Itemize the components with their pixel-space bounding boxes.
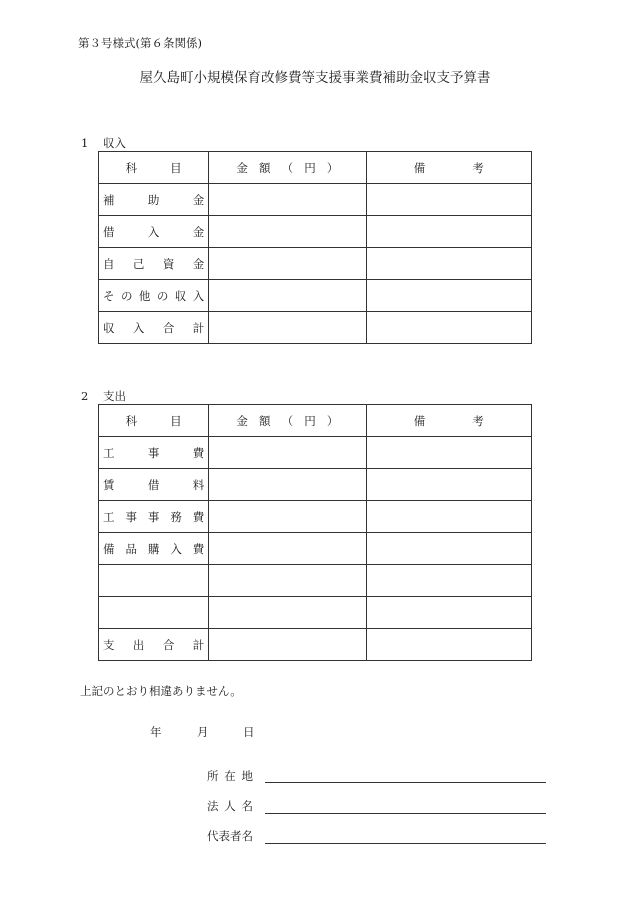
corporation-name-field[interactable]	[265, 813, 546, 814]
expense-item-label	[103, 477, 204, 493]
char: 者	[230, 829, 242, 843]
expense-row	[99, 437, 532, 469]
expense-item-label	[103, 509, 204, 525]
income-amount-cell[interactable]	[209, 312, 366, 344]
char: 合	[162, 637, 175, 652]
char: 法	[207, 799, 219, 813]
char: 務	[170, 509, 182, 524]
char: 表	[218, 829, 230, 843]
date-day-label: 日	[243, 725, 255, 739]
char: 助	[147, 192, 160, 207]
char: 科	[125, 160, 138, 175]
expense-item-cell	[99, 501, 209, 533]
expense-row	[99, 597, 532, 629]
char: 備	[413, 160, 426, 175]
char: 事	[147, 445, 160, 460]
char: 工	[103, 445, 115, 460]
income-col-amount	[209, 152, 366, 184]
char: 借	[103, 224, 115, 239]
char: （	[281, 160, 294, 175]
char: 円	[304, 413, 316, 428]
char: 工	[103, 509, 115, 524]
char: 人	[224, 799, 236, 813]
expense-col-item	[99, 405, 209, 437]
expense-item-cell	[99, 629, 209, 661]
char: 支	[103, 637, 115, 652]
char: 己	[132, 256, 145, 271]
document-title: 屋久島町小規模保育改修費等支援事業費補助金収支予算書	[139, 70, 491, 86]
income-note-cell[interactable]	[366, 184, 531, 216]
char: 収	[103, 320, 115, 335]
char: 料	[192, 477, 205, 492]
income-item-label	[103, 224, 204, 240]
char: 出	[132, 637, 145, 652]
char: 額	[259, 413, 271, 428]
income-item-label	[103, 288, 204, 304]
char: 購	[147, 541, 160, 556]
char: 費	[192, 445, 205, 460]
char: 所	[207, 769, 219, 783]
char: 目	[170, 160, 182, 175]
expense-item-cell	[99, 437, 209, 469]
expense-item-cell	[99, 565, 209, 597]
char: ）	[326, 413, 339, 428]
char: そ	[103, 288, 115, 303]
income-header-row	[99, 152, 532, 184]
expense-col-amount	[209, 405, 366, 437]
income-amount-cell[interactable]	[209, 248, 366, 280]
expense-row	[99, 629, 532, 661]
char: 他	[138, 288, 151, 303]
location-label	[207, 768, 253, 784]
char: 科	[125, 413, 138, 428]
corporation-name-label	[207, 798, 253, 814]
income-item-cell	[99, 312, 209, 344]
char: 補	[103, 192, 115, 207]
income-amount-cell[interactable]	[209, 216, 366, 248]
char: 入	[132, 320, 145, 335]
char: 金	[192, 256, 205, 271]
char: ）	[326, 160, 339, 175]
income-item-label	[103, 192, 204, 208]
income-item-cell	[99, 184, 209, 216]
char: 地	[241, 769, 253, 783]
expense-amount-cell[interactable]	[209, 437, 366, 469]
expense-header-row	[99, 405, 532, 437]
income-item-label	[103, 320, 204, 336]
char: （	[281, 413, 294, 428]
char: 収	[174, 288, 187, 303]
income-col-note	[366, 152, 531, 184]
char: 額	[259, 160, 271, 175]
char: 備	[103, 541, 115, 556]
expense-note-cell[interactable]	[366, 597, 531, 629]
expense-note-cell[interactable]	[366, 501, 531, 533]
income-amount-cell[interactable]	[209, 280, 366, 312]
income-note-cell[interactable]	[366, 312, 531, 344]
char: 計	[192, 637, 205, 652]
char: 費	[192, 541, 205, 556]
char: 在	[224, 769, 236, 783]
income-row	[99, 280, 532, 312]
expense-section-number: 2	[81, 389, 89, 403]
char: 備	[413, 413, 426, 428]
char: 金	[192, 192, 205, 207]
expense-note-cell[interactable]	[366, 565, 531, 597]
expense-section-title: 支出	[103, 389, 126, 403]
char: 入	[170, 541, 182, 556]
expense-item-label	[103, 445, 204, 461]
expense-amount-cell[interactable]	[209, 469, 366, 501]
char: 事	[125, 509, 137, 524]
income-note-cell[interactable]	[366, 248, 531, 280]
income-amount-cell[interactable]	[209, 184, 366, 216]
char: 考	[472, 413, 484, 428]
char: の	[120, 288, 133, 303]
income-row	[99, 184, 532, 216]
income-col-item	[99, 152, 209, 184]
char: 円	[304, 160, 316, 175]
char: 名	[241, 829, 253, 843]
char: 金	[192, 224, 205, 239]
income-row	[99, 248, 532, 280]
char: 金	[236, 160, 248, 175]
income-row	[99, 312, 532, 344]
char: 目	[170, 413, 182, 428]
char: 借	[147, 477, 160, 492]
char: 自	[103, 256, 115, 271]
expense-item-cell	[99, 533, 209, 565]
char: 代	[207, 829, 219, 843]
char: 賃	[103, 477, 115, 492]
expense-amount-cell[interactable]	[209, 533, 366, 565]
expense-item-label	[103, 541, 204, 557]
expense-heading	[81, 388, 126, 404]
income-section-number: 1	[81, 136, 89, 150]
expense-amount-cell[interactable]	[209, 597, 366, 629]
expense-note-cell[interactable]	[366, 469, 531, 501]
expense-row	[99, 533, 532, 565]
income-item-cell	[99, 280, 209, 312]
income-item-label	[103, 256, 204, 272]
expense-amount-cell[interactable]	[209, 629, 366, 661]
char: 入	[147, 224, 160, 239]
representative-name-label	[207, 828, 253, 844]
expense-amount-cell[interactable]	[209, 501, 366, 533]
confirmation-statement: 上記のとおり相違ありません。	[80, 684, 242, 698]
expense-item-cell	[99, 469, 209, 501]
char: 費	[192, 509, 205, 524]
representative-name-field[interactable]	[265, 843, 546, 844]
income-section-title: 収入	[103, 136, 126, 150]
expense-note-cell[interactable]	[366, 533, 531, 565]
expense-amount-cell[interactable]	[209, 565, 366, 597]
form-number: 第３号様式(第６条関係)	[78, 36, 202, 50]
income-item-cell	[99, 216, 209, 248]
location-field[interactable]	[265, 782, 546, 783]
char: 品	[125, 541, 137, 556]
income-note-cell[interactable]	[366, 216, 531, 248]
income-heading	[81, 135, 126, 151]
char: 事	[147, 509, 160, 524]
date-year-label: 年	[150, 725, 162, 739]
expense-table	[98, 404, 532, 661]
char: 合	[162, 320, 175, 335]
income-note-cell[interactable]	[366, 280, 531, 312]
income-item-cell	[99, 248, 209, 280]
char: 名	[241, 799, 253, 813]
expense-note-cell[interactable]	[366, 629, 531, 661]
char: 考	[472, 160, 484, 175]
expense-note-cell[interactable]	[366, 437, 531, 469]
expense-row	[99, 565, 532, 597]
income-row	[99, 216, 532, 248]
date-month-label: 月	[197, 725, 209, 739]
char: 金	[236, 413, 248, 428]
expense-row	[99, 469, 532, 501]
char: 入	[192, 288, 205, 303]
expense-col-note	[366, 405, 531, 437]
income-table	[98, 151, 532, 344]
char: の	[156, 288, 169, 303]
expense-item-cell	[99, 597, 209, 629]
char: 計	[192, 320, 205, 335]
char: 資	[162, 256, 175, 271]
expense-item-label	[103, 637, 204, 653]
expense-row	[99, 501, 532, 533]
